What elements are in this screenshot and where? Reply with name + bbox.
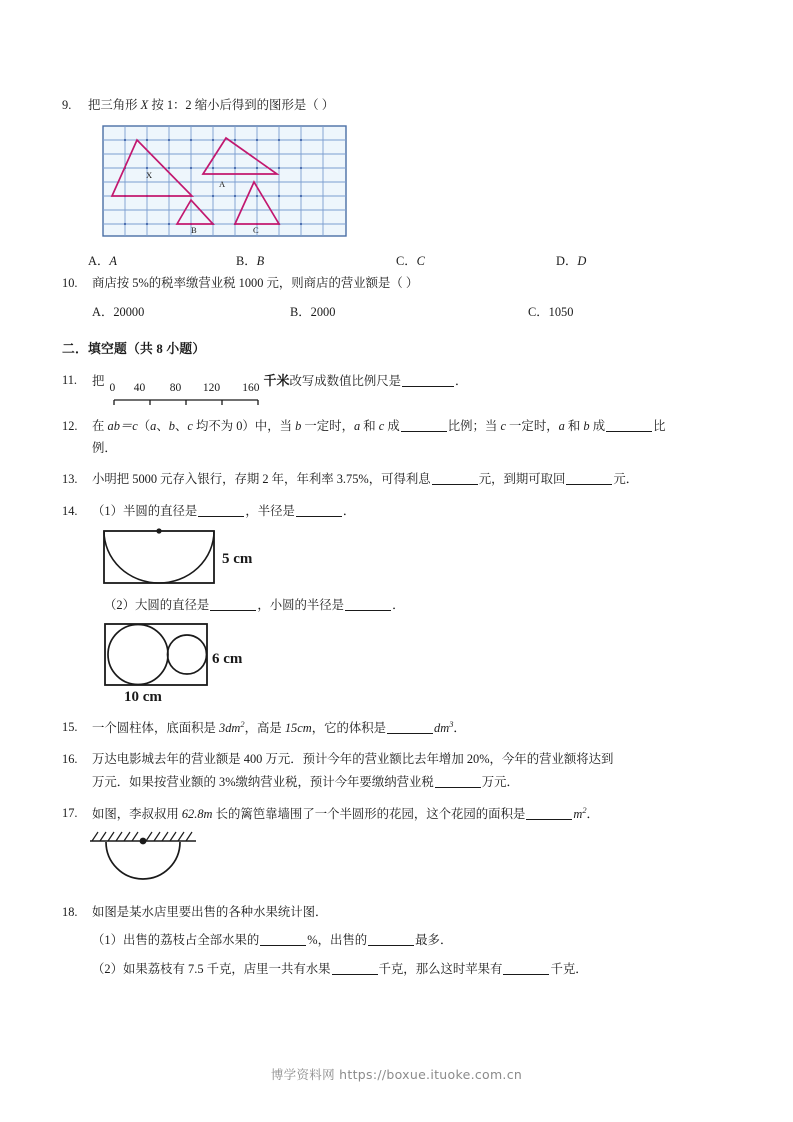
q14-sub2a: （2）大圆的直径是 xyxy=(104,597,210,612)
scale-tick-3: 120 xyxy=(202,382,221,395)
scale-tick-4: 160 xyxy=(242,382,260,395)
question-16 xyxy=(62,750,731,769)
q18-s2c: 千克． xyxy=(550,961,588,976)
q9-text-before: 把三角形 xyxy=(88,98,141,112)
q18-s2a: （2）如果荔枝有 7.5 千克，店里一共有水果 xyxy=(92,961,331,976)
wall-semicircle-svg xyxy=(84,828,214,890)
q12-p1: 在 xyxy=(92,418,108,433)
q17-unit-sup: 2 xyxy=(582,804,587,815)
option-d-value: D xyxy=(577,254,587,269)
q14-blank-4[interactable] xyxy=(345,599,391,611)
question-15 xyxy=(62,718,731,738)
question-15-text xyxy=(92,718,731,738)
q16-line2b: 万元． xyxy=(481,774,519,789)
option-b-key: B． xyxy=(236,254,257,269)
question-10-text: 商店按 5%的税率缴营业税 1000 元，则商店的营业额是（ ） xyxy=(92,276,419,291)
q14-sub2c: ． xyxy=(392,597,405,612)
option-b[interactable] xyxy=(290,302,528,320)
q14-blank-1[interactable] xyxy=(198,505,244,517)
q12-p4: 一定时， xyxy=(301,418,354,433)
q14-sub1a: （1）半圆的直径是 xyxy=(92,503,198,518)
question-14-sub2 xyxy=(62,596,731,615)
q18-s1a: （1）出售的荔枝占全部水果的 xyxy=(92,933,260,948)
q13-p1: 小明把 5000 元存入银行，存期 2 年，年利率 3.75%，可得利息 xyxy=(92,472,431,487)
option-c-key: C． xyxy=(396,254,417,269)
q12-p7: 比例；当 xyxy=(447,418,501,433)
q14-sub2b: ，小圆的半径是 xyxy=(257,597,345,612)
q15-p1: 一个圆柱体，底面积是 xyxy=(92,721,220,736)
q12-c2: c xyxy=(378,418,385,433)
q15-p2: ，高是 xyxy=(244,721,285,736)
q15-blank[interactable] xyxy=(387,722,433,734)
option-b-value: B xyxy=(256,254,265,269)
grid-triangles-svg xyxy=(102,125,347,237)
option-c[interactable] xyxy=(528,302,573,320)
question-10-number: 10. xyxy=(62,276,78,291)
scale-bar-numbers xyxy=(110,383,262,395)
q14-blank-2[interactable] xyxy=(296,505,342,517)
q12-p11: 比 xyxy=(653,418,666,433)
question-17 xyxy=(62,804,731,824)
q12-equation: ab＝c xyxy=(107,418,138,433)
question-10 xyxy=(62,274,731,293)
semicircle-rect-svg xyxy=(102,527,272,589)
question-13-text xyxy=(92,470,731,489)
question-16-line2 xyxy=(62,773,731,792)
option-b[interactable] xyxy=(236,251,396,269)
scale-tick-0: 0 xyxy=(109,382,116,395)
q12-blank-1[interactable] xyxy=(401,420,447,432)
q15-p4: ． xyxy=(453,721,466,736)
question-18-number: 18. xyxy=(62,905,78,920)
option-a[interactable] xyxy=(92,302,290,320)
q15-unit1-sup: 2 xyxy=(240,719,245,730)
question-9 xyxy=(62,96,731,115)
question-10-options xyxy=(62,302,731,320)
grid-triangles-figure xyxy=(102,125,731,242)
question-17-number: 17. xyxy=(62,805,78,820)
q15-p3: ，它的体积是 xyxy=(311,721,387,736)
question-11-number: 11. xyxy=(62,373,78,388)
scale-bar-ruler xyxy=(110,396,262,405)
q9-variable: X xyxy=(140,98,149,112)
option-b-key: B． xyxy=(290,305,311,320)
q15-unit3-sup: 3 xyxy=(449,719,454,730)
question-15-number: 15. xyxy=(62,720,78,735)
question-14-sub1 xyxy=(92,502,731,521)
option-a-value: A xyxy=(109,254,117,269)
scale-tick-2: 80 xyxy=(169,382,182,395)
q11-period: ． xyxy=(455,374,468,389)
q14-blank-3[interactable] xyxy=(210,599,256,611)
q13-blank-1[interactable] xyxy=(432,474,478,486)
option-a[interactable] xyxy=(88,251,236,269)
q9-text-after: 按 1：2 缩小后得到的图形是（ ） xyxy=(148,98,335,112)
question-14 xyxy=(62,502,731,521)
q11-prefix: 把 xyxy=(92,374,108,389)
q11-answer-blank[interactable] xyxy=(402,376,454,388)
center-dot xyxy=(140,838,147,845)
section-heading: 二．填空题（共 8 小题） xyxy=(62,342,206,357)
question-9-number: 9. xyxy=(62,98,72,112)
q12-b3: b xyxy=(583,418,590,433)
triangle-b-label: B xyxy=(191,225,197,236)
q12-p8: 一定时， xyxy=(505,418,559,433)
question-12 xyxy=(62,417,731,436)
q12-p3: 均不为 0）中，当 xyxy=(192,418,296,433)
q17-p2: 长的篱笆靠墙围了一个半圆形的花园，这个花园的面积是 xyxy=(212,806,526,821)
option-a-key: A． xyxy=(92,305,114,320)
question-11 xyxy=(62,371,731,405)
option-a-key: A． xyxy=(88,254,110,269)
q18-blank-3[interactable] xyxy=(332,963,378,975)
q12-p9: 和 xyxy=(564,418,584,433)
question-12-line2: 例． xyxy=(92,441,117,456)
option-d[interactable] xyxy=(556,251,586,269)
q17-length: 62.8m xyxy=(181,806,213,821)
q12-b2: b xyxy=(295,418,302,433)
question-14-number: 14. xyxy=(62,503,78,518)
option-c-value: 1050 xyxy=(548,305,574,320)
semicircle-garden-figure xyxy=(84,828,731,895)
q16-line2a: 万元．如果按营业额的 3%缴纳营业税，预计今年要缴纳营业税 xyxy=(92,774,434,789)
q15-unit2: 15cm xyxy=(284,721,312,736)
q12-a2: a xyxy=(353,418,361,433)
option-a-value: 20000 xyxy=(113,305,145,320)
question-18-intro: 如图是某水店里要出售的各种水果统计图． xyxy=(92,905,328,920)
rect-width-label: 10 cm xyxy=(124,689,162,706)
semicircle-height-label: 5 cm xyxy=(222,550,253,567)
q17-blank[interactable] xyxy=(526,808,572,820)
q17-p1: 如图，李叔叔用 xyxy=(92,806,182,821)
option-d-key: D． xyxy=(556,254,578,269)
semicircle-in-rectangle-figure xyxy=(102,527,731,594)
q12-c3: c xyxy=(500,418,506,433)
footer-watermark: 博学资料网 https://boxue.ituoke.com.cn xyxy=(270,1067,523,1082)
two-circles-in-rectangle-figure xyxy=(102,621,731,710)
scale-tick-1: 40 xyxy=(133,382,146,395)
q12-a: a xyxy=(150,418,157,433)
q18-s2b: 千克，那么这时苹果有 xyxy=(378,961,503,976)
garden-semicircle xyxy=(106,842,180,879)
large-circle xyxy=(108,625,168,685)
scale-bar-figure xyxy=(110,383,262,405)
q17-p3: ． xyxy=(586,806,599,821)
q16-blank[interactable] xyxy=(435,776,481,788)
question-12-number: 12. xyxy=(62,418,78,433)
option-b-value: 2000 xyxy=(310,305,336,320)
question-18 xyxy=(62,903,731,922)
q13-blank-2[interactable] xyxy=(566,474,612,486)
q11-unit: 千米 xyxy=(263,373,290,389)
q12-b: b xyxy=(168,418,175,433)
question-18-sub1 xyxy=(62,931,731,950)
question-16-number: 16. xyxy=(62,752,78,767)
q12-sep1: 、 xyxy=(156,418,169,433)
q12-sep2: 、 xyxy=(174,418,188,433)
q13-p2: 元，到期可取回 xyxy=(478,472,566,487)
q15-unit1: 3dm xyxy=(219,721,241,736)
option-c-value: C xyxy=(416,254,425,269)
two-circles-svg xyxy=(102,621,282,705)
rect-height-label: 6 cm xyxy=(212,651,243,668)
center-dot xyxy=(156,528,161,533)
q11-suffix: 改写成数值比例尺是 xyxy=(289,374,402,389)
question-17-text xyxy=(92,804,731,824)
q12-p10: 成 xyxy=(589,418,606,433)
question-16-line1: 万达电影城去年的营业额是 400 万元．预计今年的营业额比去年增加 20%，今年的营业额将达到 xyxy=(92,752,614,767)
q18-s1c: 最多． xyxy=(415,933,453,948)
option-c[interactable] xyxy=(396,251,556,269)
option-c-key: C． xyxy=(528,305,549,320)
q12-p6: 成 xyxy=(384,418,400,433)
q12-a3: a xyxy=(558,418,565,433)
q14-sub1c: ． xyxy=(342,503,356,518)
question-13 xyxy=(62,470,731,489)
q12-p2: （ xyxy=(137,418,151,433)
q12-p5: 和 xyxy=(360,418,379,433)
small-circle xyxy=(168,635,207,674)
question-11-text xyxy=(92,371,731,405)
q15-unit3: dm xyxy=(434,721,450,736)
question-12-text xyxy=(92,417,731,436)
q12-c: c xyxy=(187,418,193,433)
q14-sub1b: ，半径是 xyxy=(245,503,295,518)
q18-blank-1[interactable] xyxy=(260,935,306,947)
q18-blank-4[interactable] xyxy=(503,963,549,975)
q17-unit: m xyxy=(573,806,583,821)
q12-blank-2[interactable] xyxy=(606,420,652,432)
triangle-a-label: A xyxy=(219,179,226,190)
question-18-sub2 xyxy=(62,960,731,979)
q18-s1b: %，出售的 xyxy=(307,933,368,948)
triangle-x-label: X xyxy=(146,170,153,181)
q13-p3: 元． xyxy=(613,472,639,487)
question-9-text xyxy=(88,96,731,115)
question-13-number: 13. xyxy=(62,472,78,487)
question-9-options xyxy=(62,251,731,269)
q18-blank-2[interactable] xyxy=(368,935,414,947)
triangle-c-label: C xyxy=(253,225,259,236)
